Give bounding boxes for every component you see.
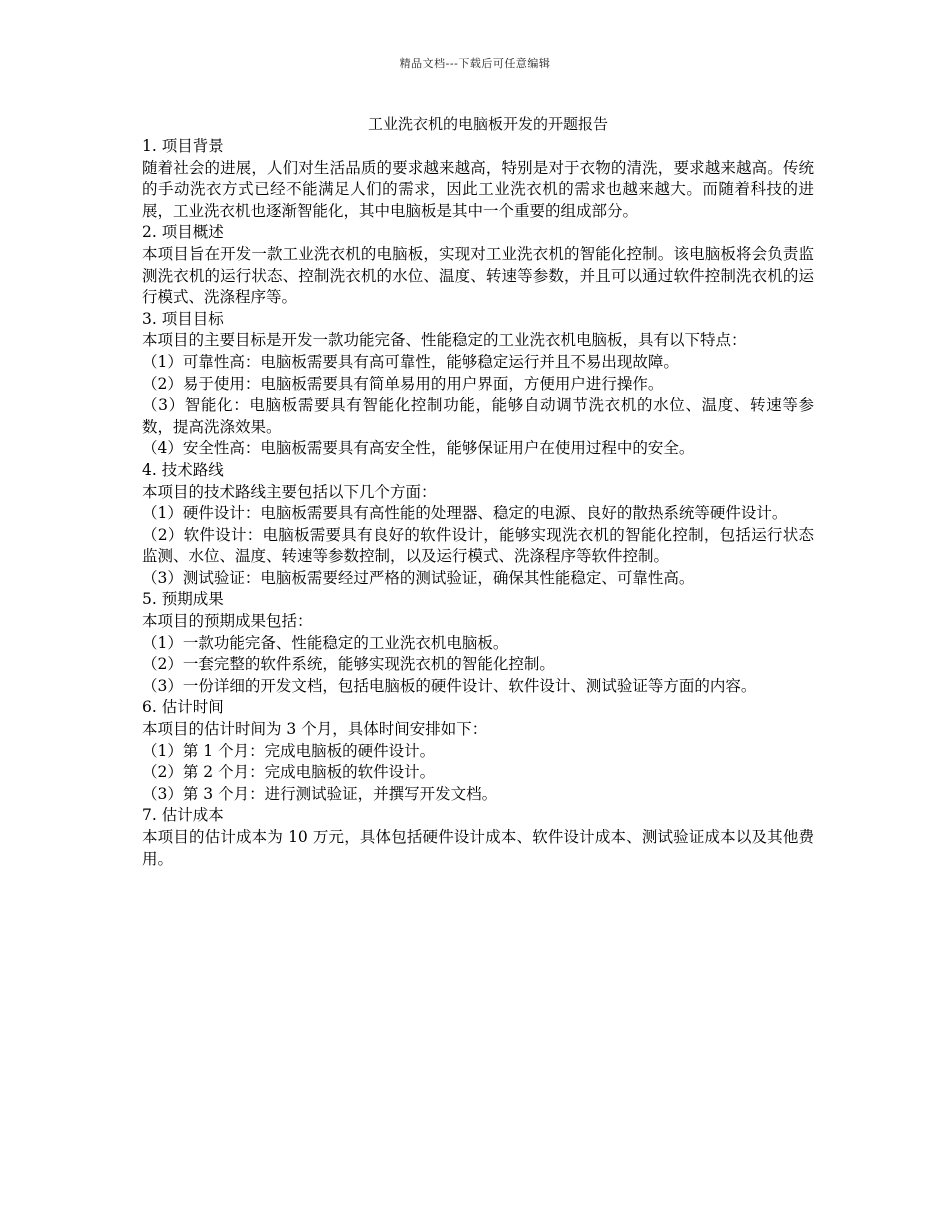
list-item: （3）智能化：电脑板需要具有智能化控制功能，能够自动调节洗衣机的水位、温度、转速等参数，提高洗涤效果。 <box>142 396 814 436</box>
page-header-watermark: 精品文档---下载后可任意编辑 <box>399 57 551 70</box>
document-title: 工业洗衣机的电脑板开发的开题报告 <box>367 115 608 133</box>
list-item: （1）硬件设计：电脑板需要具有高性能的处理器、稳定的电源、良好的散热系统等硬件设计。 <box>142 504 788 523</box>
list-item: （2）第 2 个月：完成电脑板的软件设计。 <box>142 763 436 782</box>
list-item: （3）测试验证：电脑板需要经过严格的测试验证，确保其性能稳定、可靠性高。 <box>142 568 695 587</box>
section-heading: 1. 项目背景 <box>142 137 224 155</box>
section-estimated-time <box>142 697 814 805</box>
section-heading: 3. 项目目标 <box>142 309 224 328</box>
list-item: （2）软件设计：电脑板需要具有良好的软件设计，能够实现洗衣机的智能化控制，包括运行状态监测、水位、温度、转速等参数控制，以及运行模式、洗涤程序等软件控制。 <box>142 525 814 566</box>
list-item: （2）一套完整的软件系统，能够实现洗衣机的智能化控制。 <box>142 655 555 674</box>
section-paragraph: 本项目的估计成本为 10 万元，具体包括硬件设计成本、软件设计成本、测试验证成本以及其他费用。 <box>142 828 814 868</box>
section-project-overview <box>142 222 814 308</box>
section-heading: 4. 技术路线 <box>142 460 224 479</box>
section-heading: 2. 项目概述 <box>142 223 224 242</box>
section-paragraph: 本项目旨在开发一款工业洗衣机的电脑板，实现对工业洗衣机的智能化控制。该电脑板将会负责监测洗衣机的运行状态、控制洗衣机的水位、温度、转速等参数，并且可以通过软件控制洗衣机的运行模式、洗涤程序等。 <box>142 244 814 307</box>
section-heading: 6. 估计时间 <box>142 698 224 717</box>
list-item: （3）第 3 个月：进行测试验证，并撰写开发文档。 <box>142 784 498 803</box>
list-item: （3）一份详细的开发文档，包括电脑板的硬件设计、软件设计、测试验证等方面的内容。 <box>142 676 757 695</box>
section-heading: 5. 预期成果 <box>142 590 224 609</box>
section-project-background <box>142 136 814 222</box>
list-item: （1）第 1 个月：完成电脑板的硬件设计。 <box>142 741 436 760</box>
section-expected-results <box>142 589 814 697</box>
list-item: （1）一款功能完备、性能稳定的工业洗衣机电脑板。 <box>142 633 509 652</box>
section-project-goals <box>142 309 814 460</box>
list-item: （2）易于使用：电脑板需要具有简单易用的用户界面，方便用户进行操作。 <box>142 374 664 393</box>
list-item: （4）安全性高：电脑板需要具有高安全性，能够保证用户在使用过程中的安全。 <box>142 439 695 458</box>
section-paragraph: 本项目的估计时间为 3 个月，具体时间安排如下： <box>142 720 488 739</box>
section-paragraph: 本项目的主要目标是开发一款功能完备、性能稳定的工业洗衣机电脑板，具有以下特点： <box>142 331 747 350</box>
list-item: （1）可靠性高：电脑板需要具有高可靠性，能够稳定运行并且不易出现故障。 <box>142 352 679 371</box>
section-estimated-cost <box>142 805 814 870</box>
section-heading: 7. 估计成本 <box>142 806 224 825</box>
section-paragraph: 本项目的预期成果包括： <box>142 612 313 631</box>
section-paragraph: 随着社会的进展，人们对生活品质的要求越来越高，特别是对于衣物的清洗，要求越来越高。传统的手动洗衣方式已经不能满足人们的需求，因此工业洗衣机的需求也越来越大。而随着科技的进展，工业洗衣机也逐渐智能化，其中电脑板是其中一个重要的组成部分。 <box>142 158 814 220</box>
section-technical-route <box>142 460 814 590</box>
section-paragraph: 本项目的技术路线主要包括以下几个方面： <box>142 482 437 501</box>
document-body <box>142 114 814 870</box>
